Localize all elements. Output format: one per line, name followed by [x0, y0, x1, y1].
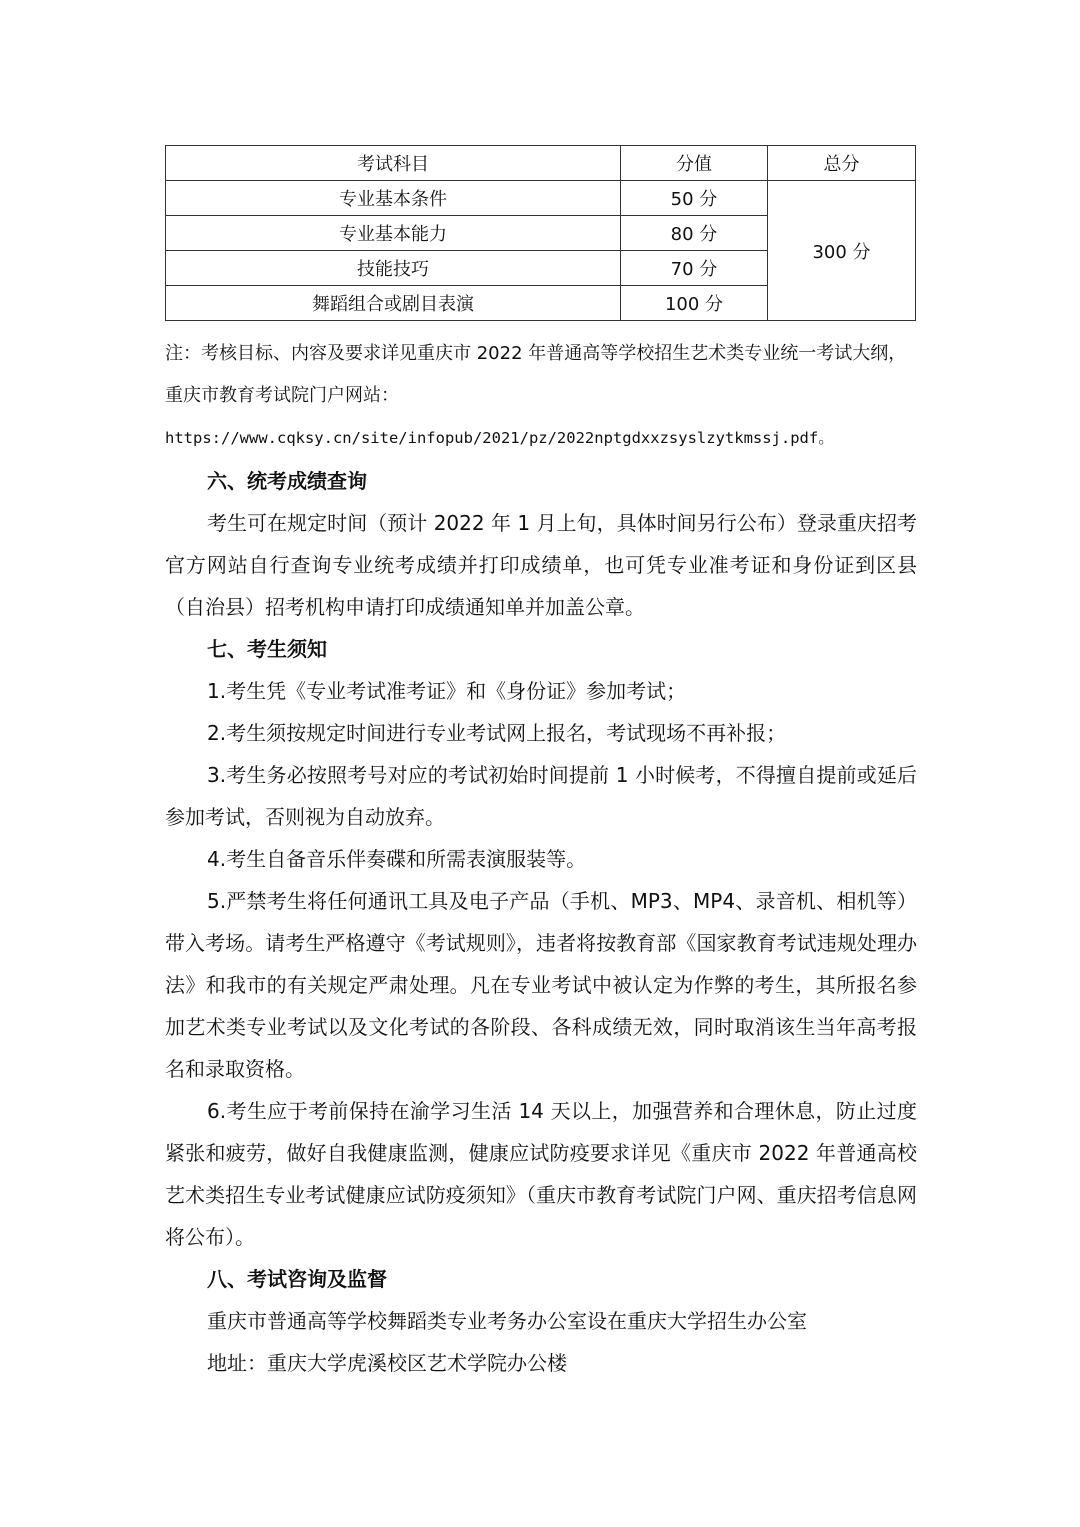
header-score: 分值: [621, 146, 768, 181]
notice-item-4: 4.考生自备音乐伴奏碟和所需表演服装等。: [207, 847, 587, 871]
note-line-2: 重庆市教育考试院门户网站：: [165, 385, 399, 406]
notice-item-3: 3.考生务必按照考号对应的考试初始时间提前 1 小时候考，不得擅自提前或延后参加考试，否则视为自动放弃。: [165, 763, 917, 829]
table-header-row: [166, 146, 916, 181]
note-line-1: 注：考核目标、内容及要求详见重庆市 2022 年普通高等学校招生艺术类专业统一考试大纲，: [165, 343, 907, 364]
subject-cell: 专业基本能力: [166, 216, 621, 251]
score-cell: 100 分: [621, 286, 768, 321]
table-row: [166, 181, 916, 216]
document-body: [165, 460, 917, 1384]
section-8-heading: 八、考试咨询及监督: [207, 1267, 387, 1291]
notice-item-2: 2.考生须按规定时间进行专业考试网上报名，考试现场不再补报；: [207, 721, 787, 745]
total-cell: 300 分: [768, 181, 916, 321]
score-cell: 80 分: [621, 216, 768, 251]
office-location: 重庆市普通高等学校舞蹈类专业考务办公室设在重庆大学招生办公室: [207, 1309, 807, 1333]
office-address: 地址：重庆大学虎溪校区艺术学院办公楼: [207, 1351, 567, 1375]
header-subject: 考试科目: [166, 146, 621, 181]
score-table: [165, 145, 916, 321]
section-6-heading: 六、统考成绩查询: [207, 469, 367, 493]
subject-cell: 技能技巧: [166, 251, 621, 286]
notice-item-1: 1.考生凭《专业考试准考证》和《身份证》参加考试；: [207, 679, 687, 703]
score-cell: 70 分: [621, 251, 768, 286]
subject-cell: 舞蹈组合或剧目表演: [166, 286, 621, 321]
syllabus-url: https://www.cqksy.cn/site/infopub/2021/pz/2022nptgdxxzsyslzytkmssj.pdf。: [165, 429, 834, 447]
notice-item-5: 5.严禁考生将任何通讯工具及电子产品（手机、MP3、MP4、录音机、相机等）带入考场。请考生严格遵守《考试规则》，违者将按教育部《国家教育考试违规处理办法》和我市的有关规定严肃处理。凡在专业考试中被认定为作弊的考生，其所报名参加艺术类专业考试以及文化考试的各阶段、各科成绩无效，同时取消该生当年高考报名和录取资格。: [165, 889, 917, 1081]
section-7-heading: 七、考生须知: [207, 637, 327, 661]
notice-item-6: 6.考生应于考前保持在渝学习生活 14 天以上，加强营养和合理休息，防止过度紧张和疲劳，做好自我健康监测，健康应试防疫要求详见《重庆市 2022 年普通高校艺术类招生专业考试健康应试防疫须知》（重庆市教育考试院门户网、重庆招考信息网将公布）。: [165, 1099, 917, 1249]
score-cell: 50 分: [621, 181, 768, 216]
header-total: 总分: [768, 146, 916, 181]
section-6-paragraph: 考生可在规定时间（预计 2022 年 1 月上旬，具体时间另行公布）登录重庆招考官方网站自行查询专业统考成绩并打印成绩单，也可凭专业准考证和身份证到区县（自治县）招考机构申请打印成绩通知单并加盖公章。: [165, 511, 917, 619]
subject-cell: 专业基本条件: [166, 181, 621, 216]
